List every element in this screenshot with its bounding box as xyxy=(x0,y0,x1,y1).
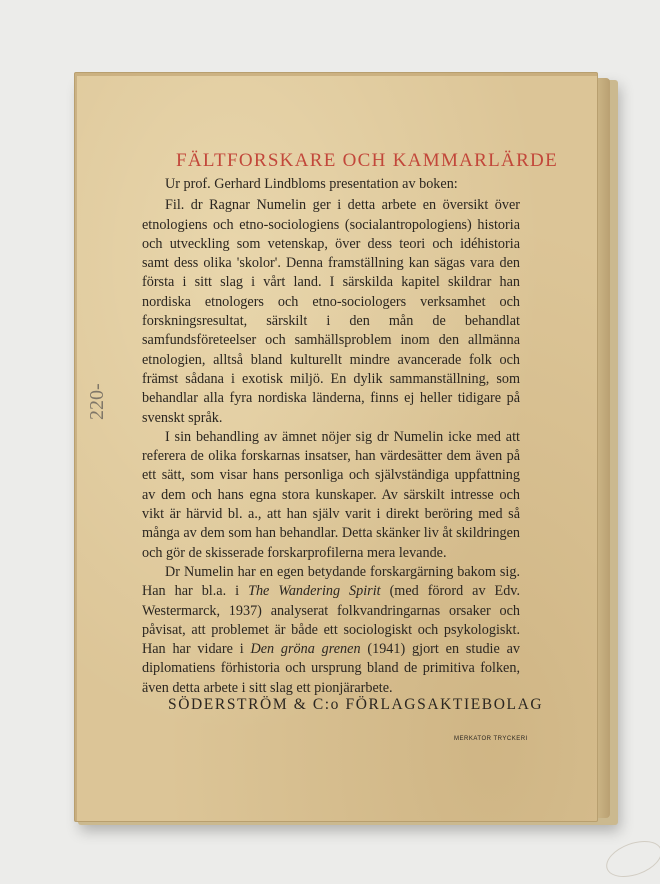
blurb-intro: Ur prof. Gerhard Lindbloms presentation av boken: xyxy=(165,176,458,192)
blurb-paragraph-3 xyxy=(142,563,520,698)
blurb-text xyxy=(142,175,520,698)
printer-mark: MERKATOR TRYCKERI xyxy=(454,736,528,742)
book-title-grona-grenen: Den gröna grenen xyxy=(250,641,361,658)
blurb-paragraph-2: I sin behandling av ämnet nöjer sig dr Numelin icke med att referera de olika forskarnas insatser, han värdesätter dem även på ett sätt, som visar hans personliga och självständiga uppfattning av dem och hans egna stora kunskaper. Av särskilt intresse och vikt är härvid bl. a., att han själv varit i direkt beröring med så många av dem som han behandlar. Detta skänker liv åt skildringen och gör de skisserade forskarprofilerna mera levande. xyxy=(142,428,520,561)
cover-stain xyxy=(601,834,660,884)
blurb-p3-part-c: (1941) gjort en studie av diplomatiens förhistoria och ursprung bland de primitiva folken, även detta arbete i sitt slag ett pionjärarbete. xyxy=(142,641,520,696)
cover-heading: FÄLTFORSKARE OCH KAMMARLÄRDE xyxy=(176,150,558,171)
blurb-paragraph-1: Fil. dr Ragnar Numelin ger i detta arbete en översikt över etnologiens och etno-sociologiens (socialantropologiens) historia och utveckling som vetenskap, över dess teori och idéhistoria samt dess olika 'skolor'. Denna framställning kan sägas vara den första i sitt slag i vårt land. I särskilda kapitel skildrar han nordiska etnologers och etno-sociologers verksamhet och forskningsresultat, särskilt i den mån de behandlat samfundsföreteelser och samhällsproblem inom den allmänna etnologien, alltså bland kulturellt mindre avancerade folk och främst sådana i exotisk miljö. En dylik sammanställning, som behandlar alla fyra nordiska länderna, finns ej heller tidigare på svenskt språk. xyxy=(142,197,520,426)
blurb-p3-part-a: Dr Numelin har en egen betydande forskargärning bakom sig. Han har bl.a. i xyxy=(142,563,520,600)
book-title-wandering-spirit: The Wandering Spirit xyxy=(248,583,381,600)
pencil-price-note: 220- xyxy=(86,383,108,420)
publisher-name: SÖDERSTRÖM & C:o FÖRLAGSAKTIEBOLAG xyxy=(168,696,544,713)
blurb-p3-part-b: (med förord av Edv. Westermarck, 1937) analyserat folkvandringarnas orsaker och påvisat, att problemet är både ett sociologiskt och psykologiskt. Han har vidare i xyxy=(142,583,521,658)
